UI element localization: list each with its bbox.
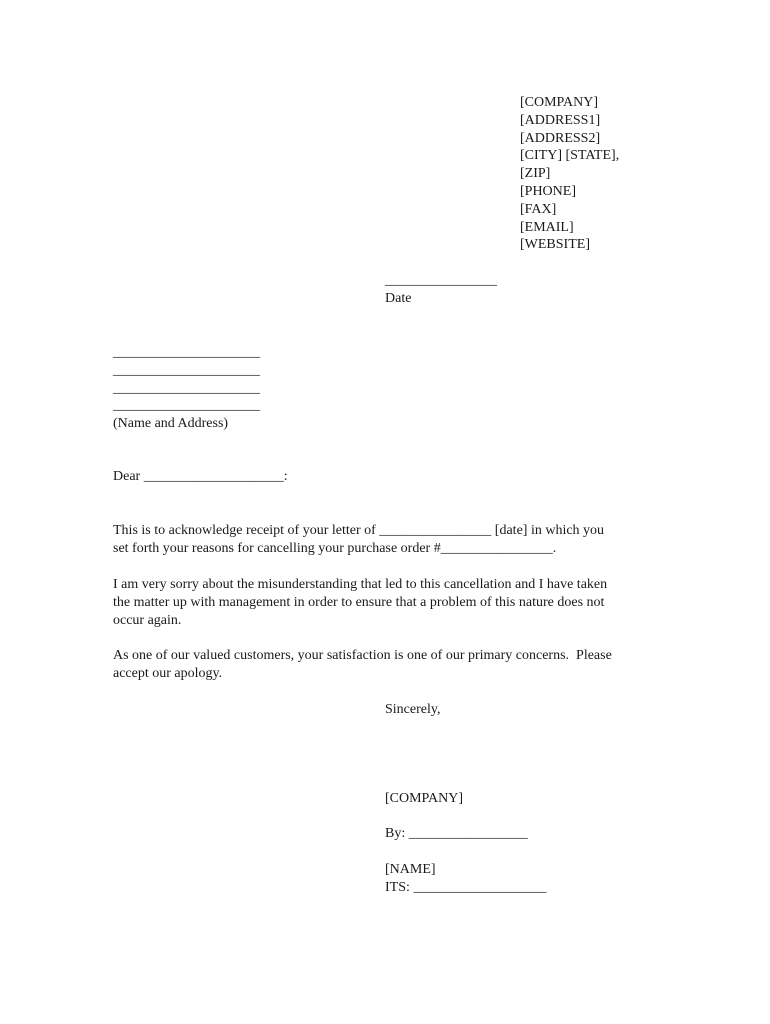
date-blank: ________________ [385, 273, 497, 288]
recipient-blank-line: _____________________ [113, 345, 260, 360]
body-paragraph-1 [113, 522, 604, 558]
recipient-block [113, 344, 260, 433]
paragraph-line: I am very sorry about the misunderstanding that led to this cancellation and I have taken [113, 577, 608, 592]
paragraph-line: As one of our valued customers, your satisfaction is one of our primary concerns. Please [113, 648, 612, 663]
salutation [113, 468, 288, 486]
body-paragraph-2 [113, 576, 607, 629]
paragraph-line: accept our apology. [113, 665, 223, 681]
closing-name-its [385, 861, 546, 897]
recipient-blank-line: _____________________ [113, 398, 260, 414]
sender-company: [COMPANY] [520, 95, 599, 110]
paragraph-line: set forth your reasons for cancelling your purchase order #________________. [113, 540, 557, 556]
paragraph-line: the matter up with management in order to ensure that a problem of this nature does not [113, 594, 605, 610]
recipient-blank-line: _____________________ [113, 380, 260, 396]
paragraph-line: occur again. [113, 612, 182, 628]
signature-by-line: By: _________________ [385, 826, 528, 841]
body-paragraph-3 [113, 647, 612, 683]
sender-address2: [ADDRESS2] [520, 130, 601, 146]
sender-email: [EMAIL] [520, 219, 574, 235]
closing-company [385, 790, 463, 808]
sender-zip: [ZIP] [520, 166, 551, 182]
closing-sincerely [385, 701, 440, 719]
sender-address-block [520, 94, 619, 254]
signature-name: [NAME] [385, 862, 436, 877]
paragraph-line: This is to acknowledge receipt of your letter of ________________ [date] in which you [113, 523, 605, 538]
sender-city-state: [CITY] [STATE], [520, 148, 620, 164]
signature-its-line: ITS: ___________________ [385, 879, 547, 895]
date-block [385, 272, 497, 308]
date-label: Date [385, 290, 412, 306]
sender-phone: [PHONE] [520, 183, 576, 199]
sender-fax: [FAX] [520, 201, 557, 217]
signature-company: [COMPANY] [385, 791, 464, 806]
closing-by [385, 825, 528, 843]
recipient-caption: (Name and Address) [113, 416, 229, 432]
sender-website: [WEBSITE] [520, 237, 590, 253]
salutation-text: Dear ____________________: [113, 469, 288, 484]
sender-address1: [ADDRESS1] [520, 112, 601, 128]
recipient-blank-line: _____________________ [113, 362, 260, 378]
sincerely-text: Sincerely, [385, 702, 441, 717]
